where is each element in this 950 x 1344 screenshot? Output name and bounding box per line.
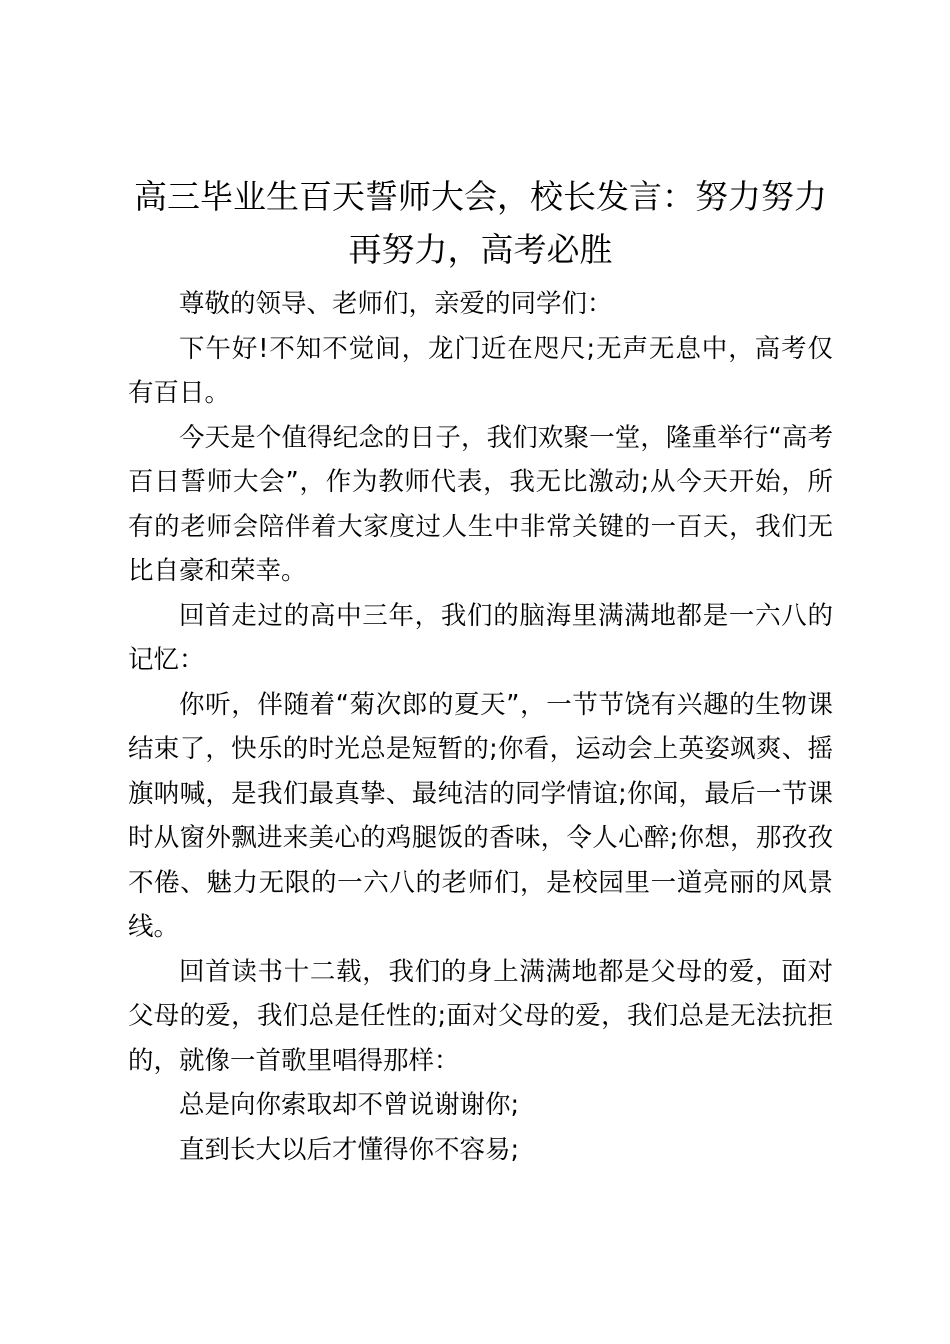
paragraph-lyric-2: 直到长大以后才懂得你不容易; xyxy=(179,1134,520,1165)
paragraph-ceremony: 今天是个值得纪念的日子，我们欢聚一堂，隆重举行“高考百日誓师大会”，作为教师代表，我无比激动;从今天开始，所有的老师会陪伴着大家度过人生中非常关键的一百天，我们无比自豪和荣幸。 xyxy=(128,422,833,586)
paragraph-opening: 下午好!不知不觉间，龙门近在咫尺;无声无息中，高考仅有百日。 xyxy=(128,333,833,408)
paragraph-greeting: 尊敬的领导、老师们，亲爱的同学们： xyxy=(179,289,613,319)
document-page xyxy=(128,170,833,1172)
paragraph-memories: 你听，伴随着“菊次郎的夏天”，一节节饶有兴趣的生物课结束了，快乐的时光总是短暂的;你看，运动会上英姿飒爽、摇旗呐喊，是我们最真挚、最纯洁的同学情谊;你闻，最后一节课时从窗外飘进来美心的鸡腿饭的香味，令人心醉;你想，那孜孜不倦、魅力无限的一六八的老师们，是校园里一道亮丽的风景线。 xyxy=(128,689,833,942)
document-title: 高三毕业生百天誓师大会，校长发言：努力努力再努力，高考必胜 xyxy=(134,177,827,269)
paragraph-lyric-1: 总是向你索取却不曾说谢谢你; xyxy=(179,1090,520,1120)
paragraph-parents: 回首读书十二载，我们的身上满满地都是父母的爱，面对父母的爱，我们总是任性的;面对父母的爱，我们总是无法抗拒的，就像一首歌里唱得那样： xyxy=(128,956,833,1076)
paragraph-memories-intro: 回首走过的高中三年，我们的脑海里满满地都是一六八的记忆： xyxy=(128,600,833,675)
